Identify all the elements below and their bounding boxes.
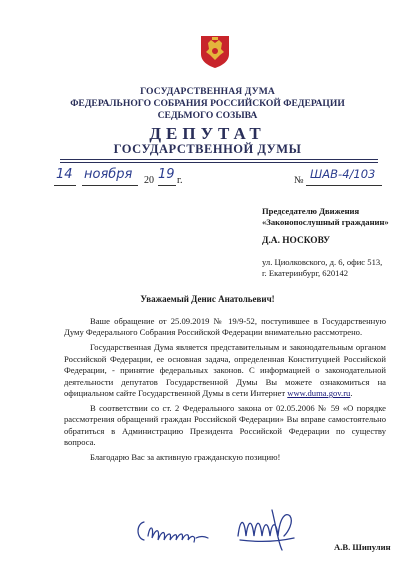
recipient-address: [262, 257, 382, 279]
header-line-convocation: СЕДЬМОГО СОЗЫВА: [157, 110, 258, 121]
date-year-prefix: 20: [144, 175, 154, 186]
paragraph-2: Государственная Дума является представительным и законодательным органом Российской Федерации, ее основная задача, определенная Конституцией Российской Федерации, - принятие федеральных законов. С информацией о законодательной деятельности депутатов Государственной Думы Вы можете ознакомиться на официальном сайте Государственной Думы в сети Интернет www.duma.gov.ru.: [64, 342, 386, 399]
date-day-underline: [54, 185, 76, 186]
date-day: 14: [56, 167, 73, 182]
paragraph-4: Благодарю Вас за активную гражданскую позицию!: [90, 452, 281, 463]
date-month-underline: [82, 185, 138, 186]
handwritten-signature: [232, 506, 312, 554]
signatory-name: А.В. Шипулин: [334, 542, 391, 552]
date-year-underline: [158, 185, 176, 186]
header-line-federal-assembly: ФЕДЕРАЛЬНОГО СОБРАНИЯ РОССИЙСКОЙ ФЕДЕРАЦИИ: [70, 98, 345, 109]
recipient-line2: «Законопослушный гражданин»: [262, 217, 389, 227]
date-line: [54, 167, 384, 191]
header-subtitle: ГОСУДАРСТВЕННОЙ ДУМЫ: [113, 142, 302, 156]
letter-body: [64, 316, 386, 464]
number-underline: [306, 185, 382, 186]
header-rule-thick: [60, 159, 378, 160]
document-number: ШАВ-4/103: [310, 167, 376, 181]
header-line-state-duma: ГОСУДАРСТВЕННАЯ ДУМА: [140, 86, 275, 97]
recipient-address-line1: ул. Циолковского, д. 6, офис 513,: [262, 257, 383, 267]
paragraph-3: В соответствии со ст. 2 Федерального закона от 02.05.2006 № 59 «О порядке рассмотрения обращений граждан Российской Федерации» Вы вправе самостоятельно обратиться в Администрацию Президента Российской Федерации по существу вопроса.: [64, 403, 386, 448]
handwritten-regards-signature: [134, 514, 214, 554]
duma-website-link[interactable]: www.duma.gov.ru: [287, 388, 351, 399]
number-label: №: [294, 175, 304, 186]
date-month: ноября: [84, 167, 133, 182]
header-title-deputy: ДЕПУТАТ: [149, 124, 266, 143]
salutation: Уважаемый Денис Анатольевич!: [140, 294, 275, 304]
date-year-unit: г.: [177, 175, 183, 186]
recipient-name: Д.А. НОСКОВУ: [262, 236, 330, 246]
coat-of-arms-icon: [199, 34, 231, 68]
paragraph-1: Ваше обращение от 25.09.2019 № 19/9-52, поступившее в Государственную Думу Федерального Собрания Российской Федерации внимательно рассмотрено.: [64, 316, 386, 338]
recipient-title: [262, 206, 389, 228]
header-rule-thin: [60, 162, 378, 163]
recipient-address-line2: г. Екатеринбург, 620142: [262, 268, 349, 278]
recipient-line1: Председателю Движения: [262, 206, 360, 216]
date-year-suffix: 19: [158, 167, 175, 182]
